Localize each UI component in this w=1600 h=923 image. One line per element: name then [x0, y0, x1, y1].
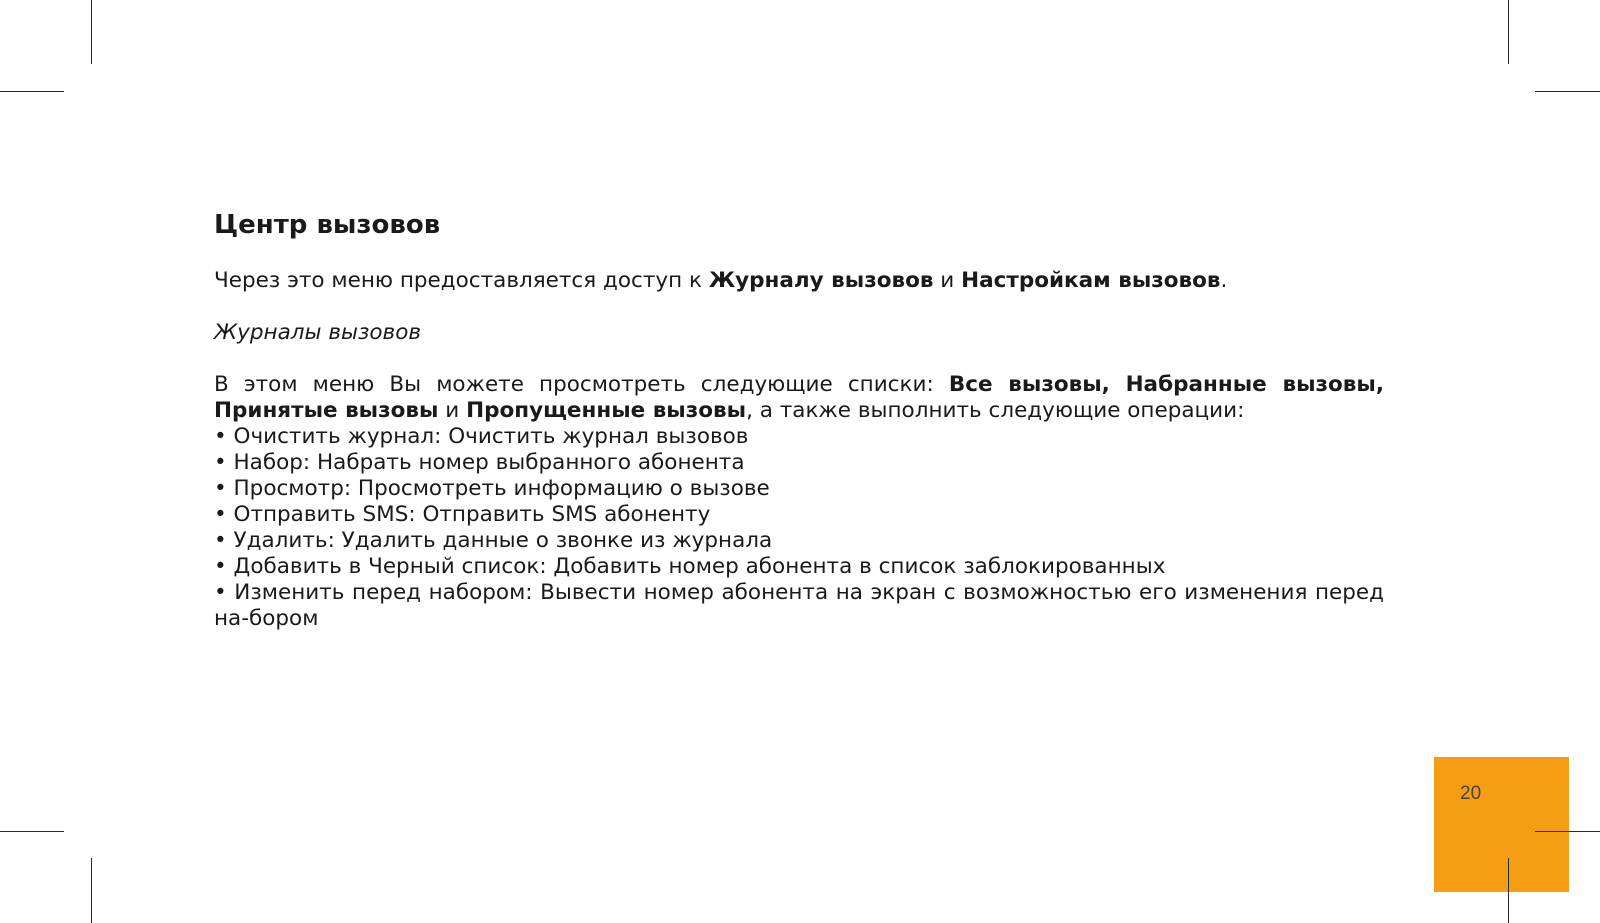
lists-bold-group: Все вызовы, Набранные вызовы, Принятые вызовы	[214, 372, 1384, 423]
page-number: 20	[1460, 783, 1482, 804]
list-item: • Удалить: Удалить данные о звонке из журнала	[214, 528, 773, 553]
intro-text-start: Через это меню предоставляется доступ к	[214, 268, 709, 293]
crop-mark-top-left-vertical	[91, 0, 92, 64]
list-item: • Набор: Набрать номер выбранного абонента	[214, 450, 745, 475]
crop-mark-bottom-left-vertical	[91, 858, 92, 923]
list-item: • Добавить в Черный список: Добавить номер абонента в список заблокированных	[214, 554, 1166, 579]
crop-mark-top-right-vertical	[1508, 0, 1509, 64]
missed-calls-bold: Пропущенные вызовы	[466, 398, 747, 423]
list-item: • Отправить SMS: Отправить SMS абоненту	[214, 502, 711, 527]
intro-paragraph	[214, 268, 1384, 294]
call-logs-subheading: Журналы вызовов	[214, 320, 422, 345]
operations-list	[214, 424, 1384, 632]
crop-mark-bottom-right-vertical	[1508, 858, 1509, 923]
page-content	[214, 208, 1384, 632]
list-item: • Просмотр: Просмотреть информацию о вызове	[214, 476, 770, 501]
list-item: • Очистить журнал: Очистить журнал вызовов	[214, 424, 749, 449]
call-settings-link-text: Настройкам вызовов	[961, 268, 1221, 293]
crop-mark-bottom-right-horizontal	[1535, 831, 1600, 832]
crop-mark-top-right-horizontal	[1535, 91, 1600, 92]
call-log-link-text: Журналу вызовов	[708, 268, 934, 293]
lists-text-start: В этом меню Вы можете просмотреть следующие списки:	[214, 372, 949, 397]
intro-text-mid: и	[933, 268, 962, 293]
lists-paragraph	[214, 372, 1384, 424]
section-title: Центр вызовов	[214, 210, 441, 240]
page-number-box	[1434, 757, 1569, 892]
list-item: • Изменить перед набором: Вывести номер абонента на экран с возможностью его изменения перед на-бором	[214, 580, 1384, 631]
crop-mark-bottom-left-horizontal	[0, 831, 64, 832]
crop-mark-top-left-horizontal	[0, 91, 64, 92]
intro-text-end: .	[1220, 268, 1228, 293]
lists-text-mid: и	[438, 398, 467, 423]
lists-text-end: , а также выполнить следующие операции:	[746, 398, 1245, 423]
